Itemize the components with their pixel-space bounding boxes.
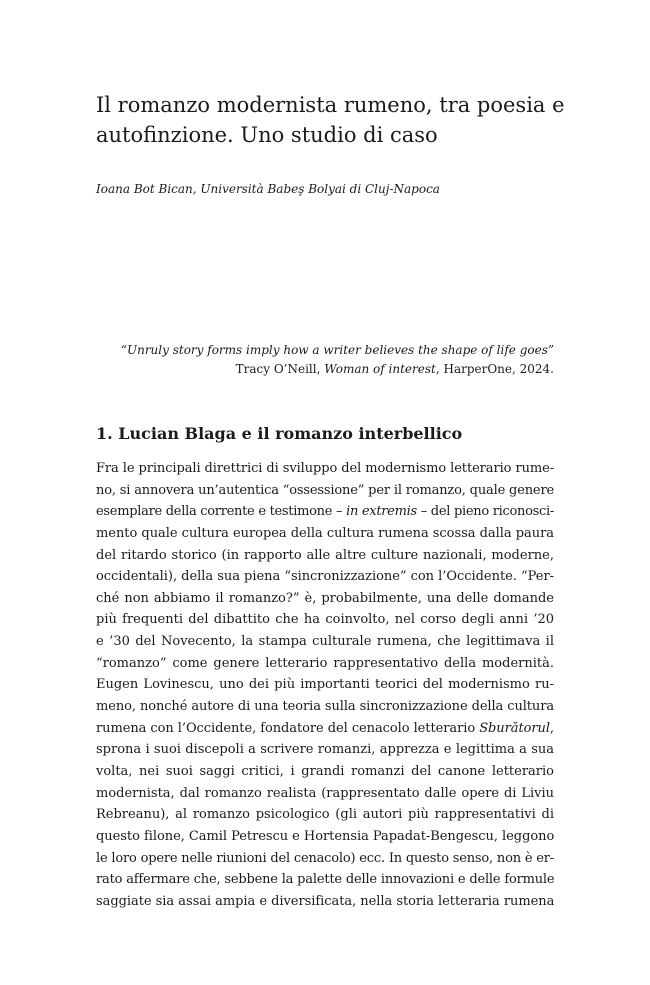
body-line: mento quale cultura europea della cultura rumena scossa dalla paura bbox=[96, 525, 554, 541]
body-line: Fra le principali direttrici di sviluppo del modernismo letterario rume- bbox=[96, 461, 555, 476]
epigraph-quote: “Unruly story forms imply how a writer believes the shape of life goes” bbox=[120, 343, 554, 357]
epigraph-source-title: Woman of interest bbox=[324, 362, 436, 376]
article-author: Ioana Bot Bican, Università Babeş Bolyai di Cluj-Napoca bbox=[96, 182, 440, 196]
body-line: del ritardo storico (in rapporto alle altre culture nazionali, moderne, bbox=[96, 547, 554, 563]
body-paragraph bbox=[96, 458, 554, 912]
body-line-text: esemplare della corrente e testimone – bbox=[96, 504, 347, 520]
body-line: più frequenti del dibattito che ha coinvolto, nel corso degli anni ’20 bbox=[96, 612, 554, 628]
article-title-line-2: autofinzione. Uno studio di caso bbox=[96, 123, 438, 147]
article-title bbox=[96, 90, 566, 150]
epigraph bbox=[84, 341, 554, 379]
body-line: meno, nonché autore di una teoria sulla sincronizzazione della cultura bbox=[96, 699, 554, 715]
body-line: questo filone, Camil Petrescu e Hortensia Papadat-Bengescu, leggono bbox=[96, 828, 555, 844]
body-line: sprona i suoi discepoli a scrivere romanzi, apprezza e legittima a sua bbox=[96, 742, 554, 758]
body-line: volta, nei suoi saggi critici, i grandi romanzi del canone letterario bbox=[96, 763, 554, 779]
body-line: modernista, dal romanzo realista (rappresentato dalle opere di Liviu bbox=[96, 785, 554, 801]
section-heading: 1. Lucian Blaga e il romanzo interbellico bbox=[96, 424, 463, 443]
body-line bbox=[96, 501, 554, 523]
body-line-text: – del pieno riconosci- bbox=[416, 504, 555, 520]
body-line: ché non abbiamo il romanzo?” è, probabilmente, una delle domande bbox=[96, 590, 554, 606]
body-line-text: rumena con l’Occidente, fondatore del cenacolo letterario bbox=[96, 720, 480, 736]
body-line: e ’30 del Novecento, la stampa culturale rumena, che legittimava il bbox=[96, 634, 554, 650]
body-line: occidentali), della sua piena “sincronizzazione” con l’Occidente. “Per- bbox=[96, 569, 554, 585]
epigraph-source bbox=[84, 360, 554, 379]
body-line: Rebreanu), al romanzo psicologico (gli autori più rappresentativi di bbox=[96, 807, 554, 823]
body-line: “romanzo” come genere letterario rappresentativo della modernità. bbox=[96, 655, 554, 671]
body-line: Eugen Lovinescu, uno dei più importanti teorici del modernismo ru- bbox=[96, 677, 554, 693]
body-line: rato affermare che, sebbene la palette delle innovazioni e delle formule bbox=[96, 872, 555, 888]
epigraph-source-suffix: , HarperOne, 2024. bbox=[435, 362, 554, 376]
body-line: saggiate sia assai ampia e diversificata, nella storia letteraria rumena bbox=[96, 893, 555, 909]
article-title-line-1: Il romanzo modernista rumeno, tra poesia e bbox=[96, 93, 565, 117]
body-line: le loro opere nelle riunioni del cenacolo) ecc. In questo senso, non è er- bbox=[96, 850, 554, 866]
body-line bbox=[96, 718, 554, 740]
body-line-italic: Sburătorul bbox=[479, 720, 550, 736]
epigraph-source-prefix: Tracy O’Neill, bbox=[235, 362, 325, 376]
body-line-text: , bbox=[549, 720, 554, 736]
body-line-italic: in extremis bbox=[346, 504, 417, 520]
body-line: no, si annovera un’autentica “ossessione” per il romanzo, quale genere bbox=[96, 482, 555, 498]
